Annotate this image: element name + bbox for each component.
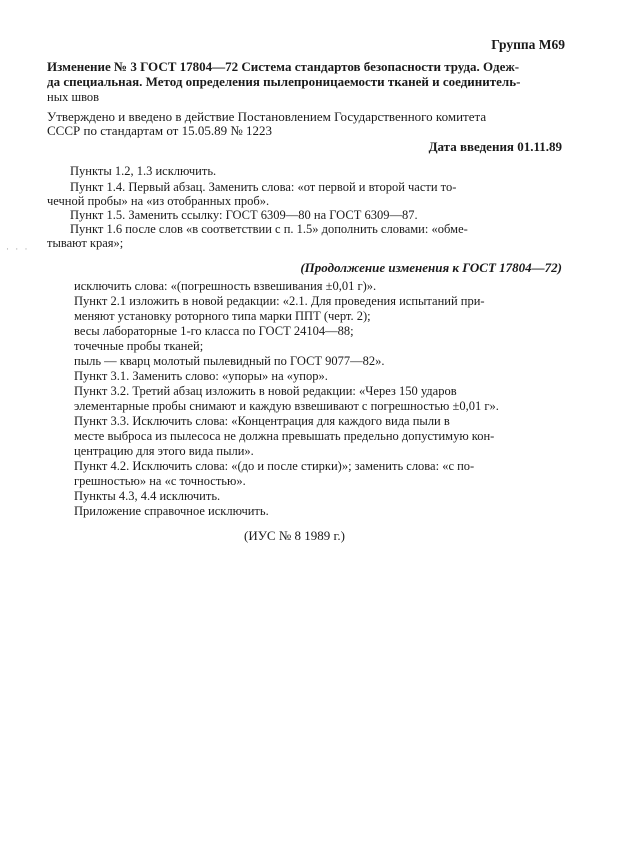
s2-line-11: месте выброса из пылесоса не должна превышать предельно допустимую кон- bbox=[74, 429, 495, 443]
s2-line-1: исключить слова: «(погрешность взвешивания ±0,01 г)». bbox=[74, 279, 377, 293]
scan-marks: · · · bbox=[6, 244, 30, 254]
s2-line-3: меняют установку роторного типа марки ППТ (черт. 2); bbox=[74, 309, 371, 323]
footer-source: (ИУС № 8 1989 г.) bbox=[244, 528, 345, 543]
s2-line-7: Пункт 3.1. Заменить слово: «упоры» на «упор». bbox=[74, 369, 328, 383]
item-1-4-line2: чечной пробы» на «из отобранных проб». bbox=[47, 194, 270, 208]
s2-line-5: точечные пробы тканей; bbox=[74, 339, 204, 353]
item-1-6-line2: тывают края»; bbox=[47, 236, 124, 250]
s2-line-13: Пункт 4.2. Исключить слова: «(до и после стирки)»; заменить слова: «с по- bbox=[74, 459, 475, 473]
approval-line-2: СССР по стандартам от 15.05.89 № 1223 bbox=[47, 123, 272, 138]
item-1-6-line1: Пункт 1.6 после слов «в соответствии с п. 1.5» дополнить словами: «обме- bbox=[70, 222, 468, 236]
item-1-5: Пункт 1.5. Заменить ссылку: ГОСТ 6309—80 на ГОСТ 6309—87. bbox=[70, 208, 418, 222]
item-1-2: Пункты 1.2, 1.3 исключить. bbox=[70, 164, 217, 178]
title-line-2: да специальная. Метод определения пылепроницаемости тканей и соединитель- bbox=[47, 74, 521, 89]
s2-line-9: элементарные пробы снимают и каждую взвешивают с погрешностью ±0,01 г». bbox=[74, 399, 499, 413]
title-line-3: ных швов bbox=[47, 90, 100, 104]
s2-line-10: Пункт 3.3. Исключить слова: «Концентрация для каждого вида пыли в bbox=[74, 414, 450, 428]
item-1-4-line1: Пункт 1.4. Первый абзац. Заменить слова: «от первой и второй части то- bbox=[70, 180, 457, 194]
s2-line-12: центрацию для этого вида пыли». bbox=[74, 444, 254, 458]
group-label: Группа М69 bbox=[491, 37, 565, 52]
s2-line-6: пыль — кварц молотый пылевидный по ГОСТ 9077—82». bbox=[74, 354, 385, 368]
continuation-heading: (Продолжение изменения к ГОСТ 17804—72) bbox=[300, 260, 562, 275]
s2-line-15: Пункты 4.3, 4.4 исключить. bbox=[74, 489, 221, 503]
approval-line-1: Утверждено и введено в действие Постановлением Государственного комитета bbox=[47, 109, 487, 124]
s2-line-16: Приложение справочное исключить. bbox=[74, 504, 269, 518]
s2-line-14: грешностью» на «с точностью». bbox=[74, 474, 246, 488]
title-line-1: Изменение № 3 ГОСТ 17804—72 Система стандартов безопасности труда. Одеж- bbox=[47, 59, 520, 74]
s2-line-2: Пункт 2.1 изложить в новой редакции: «2.1. Для проведения испытаний при- bbox=[74, 294, 485, 308]
s2-line-8: Пункт 3.2. Третий абзац изложить в новой редакции: «Через 150 ударов bbox=[74, 384, 457, 398]
s2-line-4: весы лабораторные 1-го класса по ГОСТ 24104—88; bbox=[74, 324, 354, 338]
effective-date: Дата введения 01.11.89 bbox=[428, 139, 562, 154]
